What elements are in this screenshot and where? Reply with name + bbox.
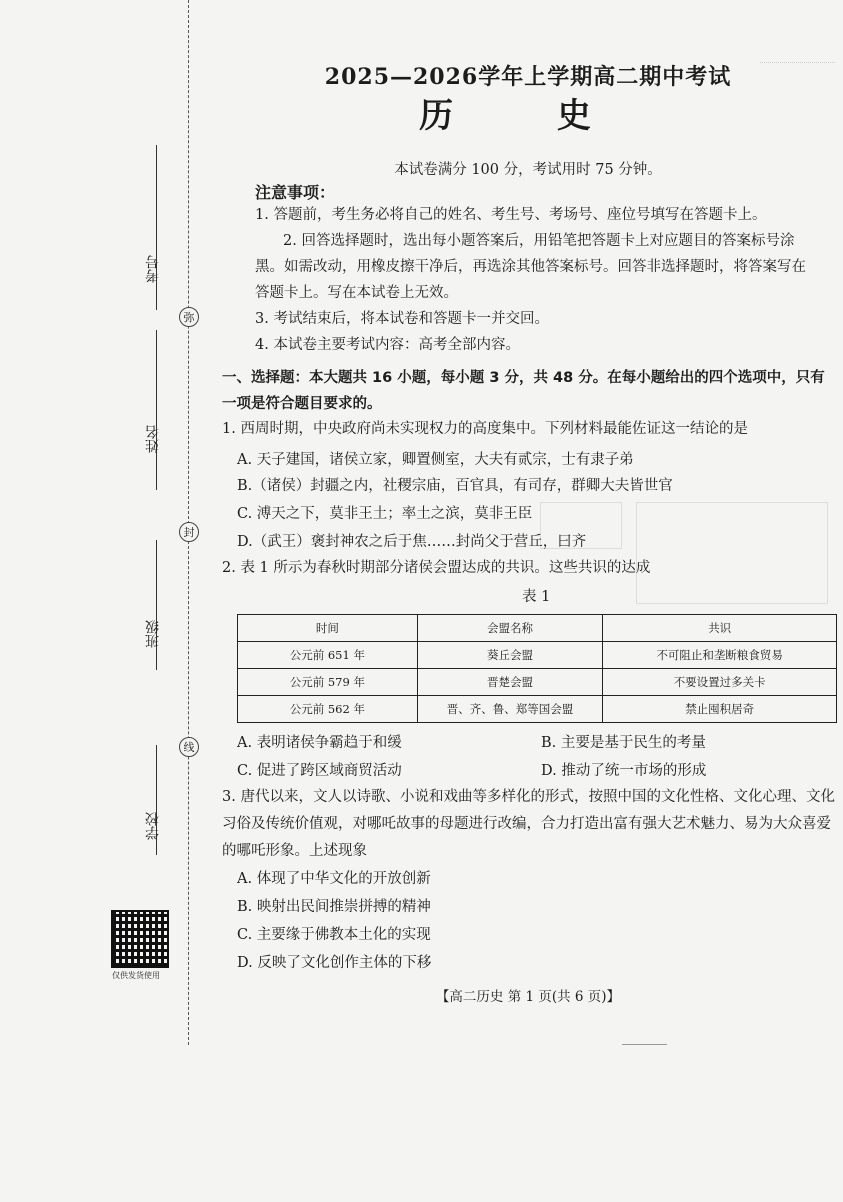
question-1-stem: 1. 西周时期，中央政府尚未实现权力的高度集中。下列材料最能佐证这一结论的是: [222, 421, 748, 437]
table-cell: 不可阻止和垄断粮食贸易: [603, 642, 837, 669]
question-3-option-d: D. 反映了文化创作主体的下移: [237, 955, 432, 971]
question-3-stem: 3. 唐代以来，文人以诗歌、小说和戏曲等多样化的形式，按照中国的文化性格、文化心理、文化习俗及传统价值观，对哪吒故事的母题进行改编，合力打造出富有强大艺术魅力、易为大众喜爱的哪吒形象。上述现象: [222, 789, 835, 859]
exam-number-line: [156, 145, 157, 310]
page-footer: 【高二历史 第 1 页(共 6 页)】: [435, 989, 621, 1005]
question-2-option-b: B. 主要是基于民生的考量: [541, 735, 706, 751]
seal-char-feng: 封: [179, 522, 199, 542]
table-1: [237, 614, 837, 723]
table-cell: 晋、齐、鲁、郑等国会盟: [417, 696, 603, 723]
exam-title: 2025—2026学年上学期高二期中考试: [324, 64, 732, 90]
notice-item: 1. 答题前，考生务必将自己的姓名、考生号、考场号、座位号填写在答题卡上。: [255, 207, 767, 223]
table-header-cell: 会盟名称: [417, 615, 603, 642]
notice-item: 2. 回答选择题时，选出每小题答案后，用铅笔把答题卡上对应题目的答案标号涂黑。如需改动，用橡皮擦干净后，再选涂其他答案标号。回答非选择题时，将答案写在答题卡上。写在本试卷上无效。: [255, 233, 806, 301]
table-row: [238, 642, 837, 669]
question-1-option-b: B.（诸侯）封疆之内，社稷宗庙，百官具，有司存，群卿大夫皆世官: [237, 478, 673, 494]
section-heading: 一、选择题：本大题共 16 小题，每小题 3 分，共 48 分。在每小题给出的四个选项中，只有一项是符合题目要求的。: [222, 370, 825, 412]
table-row: [238, 696, 837, 723]
notice-item: 4. 本试卷主要考试内容：高考全部内容。: [255, 337, 520, 353]
table-cell: 不要设置过多关卡: [603, 669, 837, 696]
seal-char-xian: 线: [179, 737, 199, 757]
question-2-option-c: C. 促进了跨区域商贸活动: [237, 763, 402, 779]
bleed-through-box: [636, 502, 828, 604]
table-header-cell: 时间: [238, 615, 418, 642]
class-line: [156, 540, 157, 670]
question-1-option-d: D.（武王）褒封神农之后于焦……封尚父于营丘，曰齐: [237, 534, 587, 550]
table-header-row: [238, 615, 837, 642]
table-cell: 晋楚会盟: [417, 669, 603, 696]
footer-mark: [622, 1044, 667, 1045]
exam-number-label: 考号: [145, 255, 161, 283]
exam-info: 本试卷满分 100 分，考试用时 75 分钟。: [394, 162, 662, 178]
qr-code-icon: [113, 912, 167, 966]
notice-title: 注意事项：: [255, 183, 336, 202]
name-label: 姓名: [145, 425, 161, 453]
question-2-option-d: D. 推动了统一市场的形成: [541, 763, 707, 779]
question-2-option-a: A. 表明诸侯争霸趋于和缓: [237, 735, 402, 751]
question-2-stem: 2. 表 1 所示为春秋时期部分诸侯会盟达成的共识。这些共识的达成: [222, 560, 651, 576]
table-header-cell: 共识: [603, 615, 837, 642]
table-1-title: 表 1: [522, 589, 551, 605]
table-cell: 禁止囤积居奇: [603, 696, 837, 723]
seal-char-mi: 弥: [179, 307, 199, 327]
table-cell: 公元前 651 年: [238, 642, 418, 669]
question-1-option-a: A. 天子建国，诸侯立家，卿置侧室，大夫有贰宗，士有隶子弟: [237, 452, 634, 468]
table-cell: 葵丘会盟: [417, 642, 603, 669]
notice-item: 3. 考试结束后，将本试卷和答题卡一并交回。: [255, 311, 549, 327]
name-line: [156, 330, 157, 490]
question-3-option-c: C. 主要缘于佛教本土化的实现: [237, 927, 431, 943]
table-row: [238, 669, 837, 696]
question-3-option-a: A. 体现了中华文化的开放创新: [237, 871, 431, 887]
table-cell: 公元前 579 年: [238, 669, 418, 696]
question-1-option-c: C. 溥天之下，莫非王土；率土之滨，莫非王臣: [237, 506, 533, 522]
question-3-option-b: B. 映射出民间推崇拼搏的精神: [237, 899, 431, 915]
subject-title: 历 史: [419, 96, 637, 136]
school-label: 学校: [145, 812, 161, 840]
class-label: 班级: [145, 620, 161, 648]
qr-caption: 仅供发货使用: [112, 971, 160, 980]
table-cell: 公元前 562 年: [238, 696, 418, 723]
